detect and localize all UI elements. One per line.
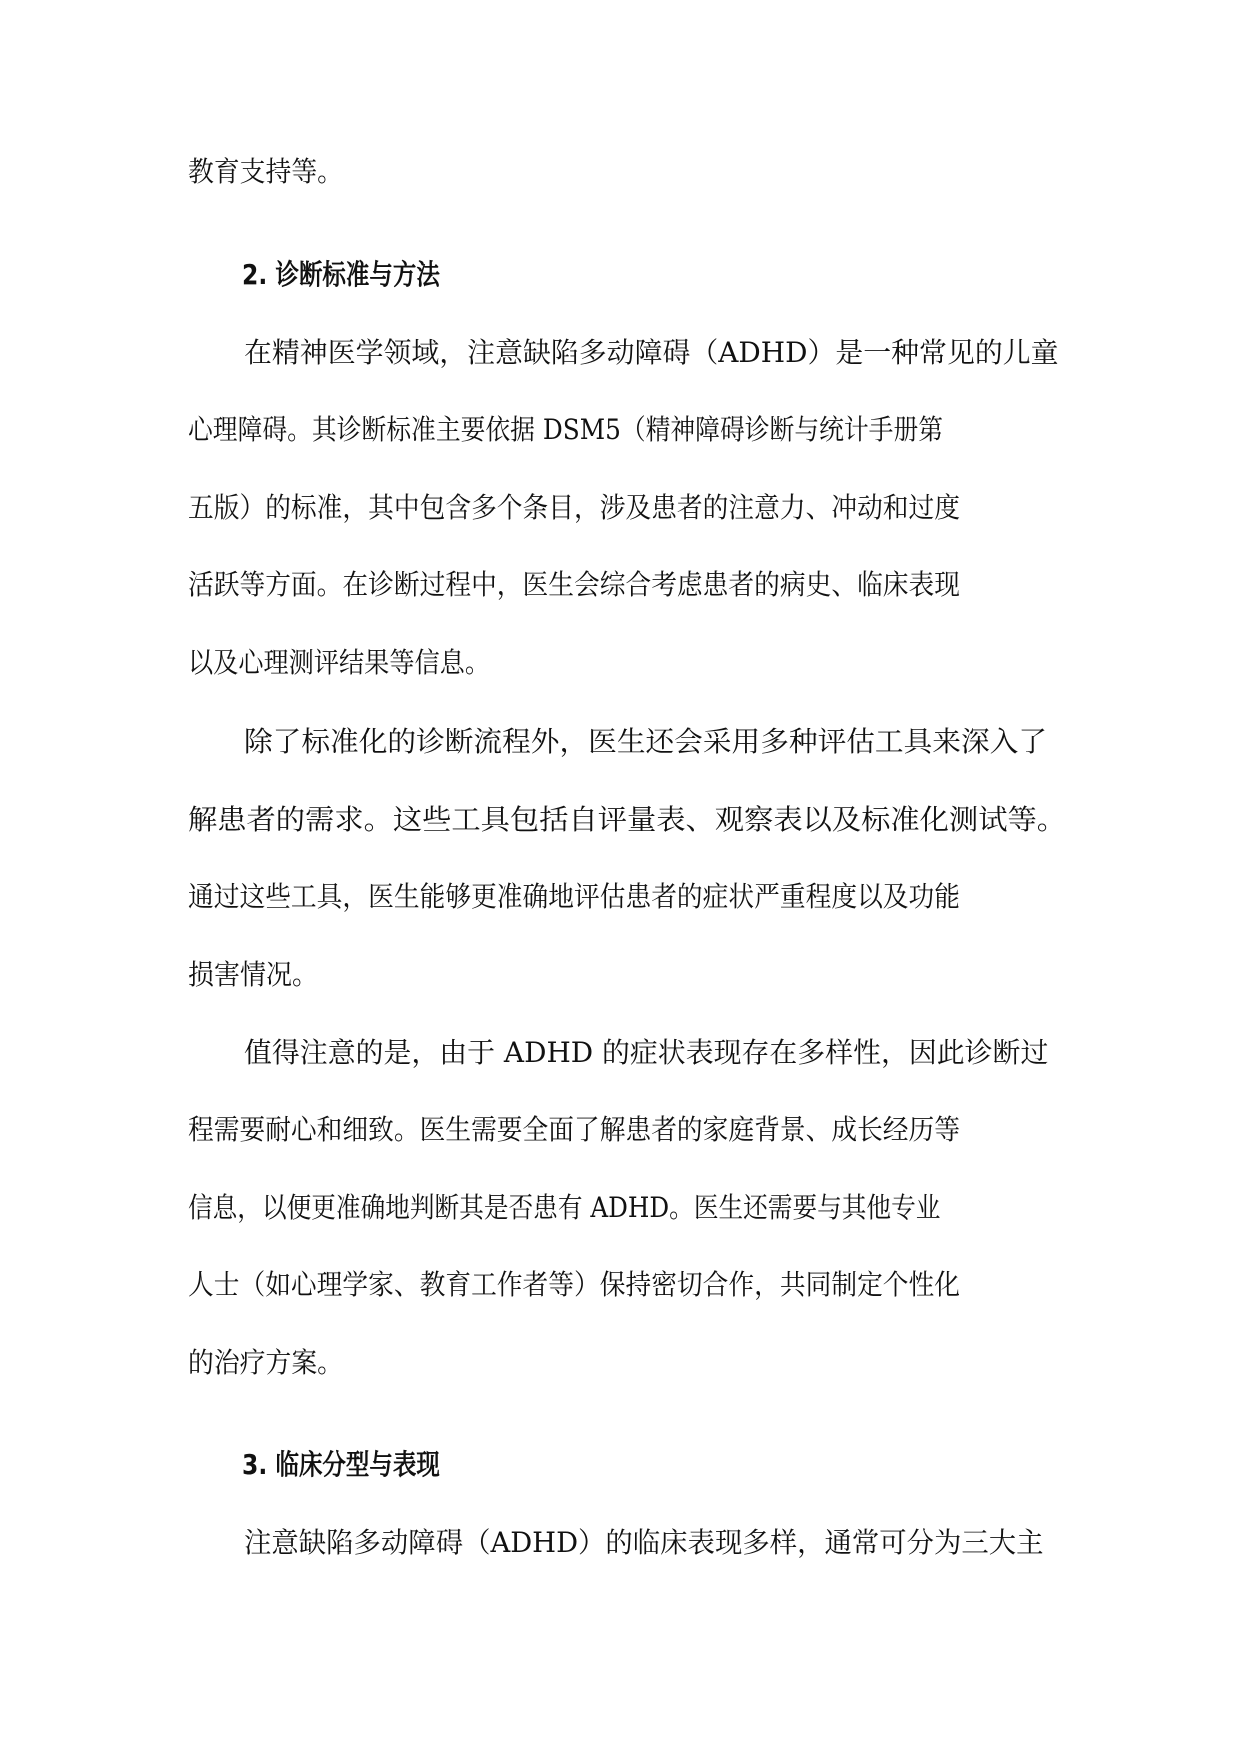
paragraph-line: 心理障碍。其诊断标准主要依据 DSM5（精神障碍诊断与统计手册第	[188, 413, 944, 446]
paragraph-line: 教育支持等。	[188, 155, 344, 188]
paragraph-line: 通过这些工具，医生能够更准确地评估患者的症状严重程度以及功能	[188, 880, 961, 913]
paragraph-line: 信息，以便更准确地判断其是否患有 ADHD。医生还需要与其他专业	[188, 1191, 941, 1224]
paragraph-line: 五版）的标准，其中包含多个条目，涉及患者的注意力、冲动和过度	[188, 491, 961, 524]
paragraph-line: 损害情况。	[188, 958, 319, 991]
paragraph-line: 注意缺陷多动障碍（ADHD）的临床表现多样，通常可分为三大主	[244, 1526, 1044, 1559]
paragraph-line: 除了标准化的诊断流程外，医生还会采用多种评估工具来深入了	[244, 725, 1048, 758]
paragraph-line: 解患者的需求。这些工具包括自评量表、观察表以及标准化测试等。	[188, 803, 1067, 836]
paragraph-line: 值得注意的是，由于 ADHD 的症状表现存在多样性，因此诊断过	[244, 1036, 1049, 1069]
paragraph-line: 的治疗方案。	[188, 1346, 344, 1379]
paragraph-line: 在精神医学领域，注意缺陷多动障碍（ADHD）是一种常见的儿童	[244, 336, 1059, 369]
paragraph-line: 程需要耐心和细致。医生需要全面了解患者的家庭背景、成长经历等	[188, 1113, 961, 1146]
section-heading-diagnosis: 2. 诊断标准与方法	[242, 258, 440, 291]
paragraph-line: 以及心理测评结果等信息。	[188, 646, 491, 679]
section-heading-clinical: 3. 临床分型与表现	[242, 1448, 440, 1481]
paragraph-line: 活跃等方面。在诊断过程中，医生会综合考虑患者的病史、临床表现	[188, 568, 961, 601]
paragraph-line: 人士（如心理学家、教育工作者等）保持密切合作，共同制定个性化	[188, 1268, 961, 1301]
